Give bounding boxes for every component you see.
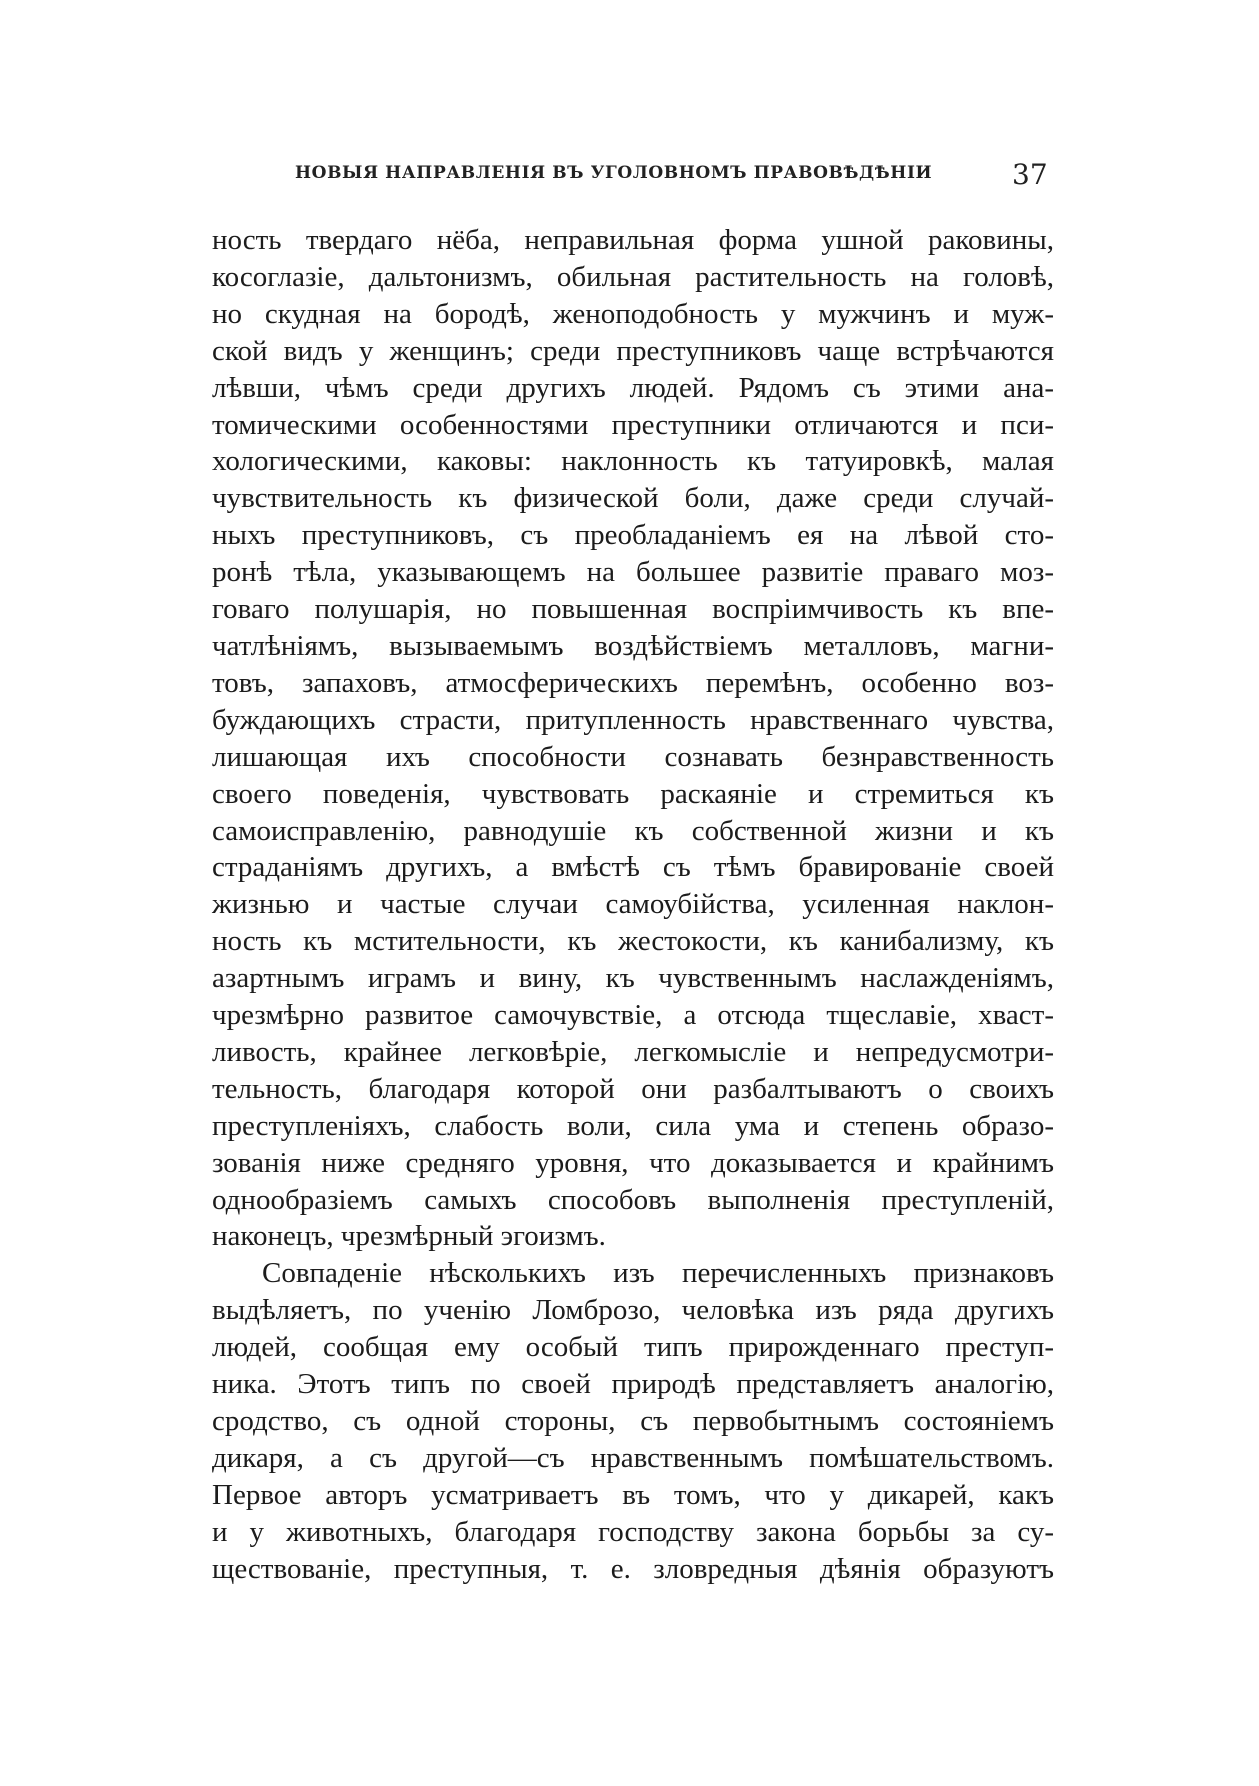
line-text: страданіямъ другихъ, а вмѣстѣ съ тѣмъ бравированіе своей	[212, 851, 1054, 884]
line-text: ность къ мстительности, къ жестокости, къ канибализму, къ	[212, 925, 1054, 958]
text-line	[212, 1034, 1054, 1071]
line-text: однообразіемъ самыхъ способовъ выполненія преступленій,	[212, 1183, 1054, 1216]
text-line	[212, 849, 1054, 886]
line-text: преступленіяхъ, слабость воли, сила ума и степень образо-	[212, 1109, 1054, 1142]
line-text: но скудная на бородѣ, женоподобность у мужчинъ и муж-	[212, 297, 1054, 330]
line-text: зованія ниже средняго уровня, что доказывается и крайнимъ	[212, 1146, 1054, 1179]
line-text: ность твердаго нёба, неправильная форма ушной раковины,	[212, 224, 1054, 256]
text-line	[212, 702, 1054, 739]
line-text: ника. Этотъ типъ по своей природѣ представляетъ аналогію,	[212, 1368, 1054, 1401]
text-line	[212, 1477, 1054, 1514]
line-text: ществованіе, преступныя, т. е. зловредныя дѣянія образуютъ	[212, 1552, 1054, 1585]
text-line	[212, 1182, 1054, 1219]
text-line	[212, 1108, 1054, 1145]
text-line	[212, 813, 1054, 850]
text-line	[212, 1071, 1054, 1108]
text-line	[212, 333, 1054, 370]
line-text: товъ, запаховъ, атмосферическихъ перемѣнъ, особенно воз-	[212, 666, 1054, 699]
body-text	[212, 222, 1054, 1588]
line-text: лишающая ихъ способности сознавать безнравственность	[212, 740, 1054, 773]
paragraph-2	[212, 1255, 1054, 1587]
text-line	[212, 1329, 1054, 1366]
text-line	[212, 517, 1054, 554]
line-text: ской видъ у женщинъ; среди преступниковъ чаще встрѣчаются	[212, 334, 1054, 367]
line-text: и у животныхъ, благодаря господству закона борьбы за су-	[212, 1515, 1054, 1548]
line-text: тельность, благодаря которой они разбалтываютъ о своихъ	[212, 1072, 1054, 1105]
text-line	[212, 1145, 1054, 1182]
text-line	[212, 370, 1054, 407]
line-text: своего поведенія, чувствовать раскаяніе и стремиться къ	[212, 777, 1054, 810]
text-line	[212, 665, 1054, 702]
text-line	[212, 628, 1054, 665]
line-text: выдѣляетъ, по ученію Ломброзо, человѣка изъ ряда другихъ	[212, 1294, 1054, 1327]
text-line	[212, 1440, 1054, 1477]
text-line	[212, 739, 1054, 776]
line-text: азартнымъ играмъ и вину, къ чувственнымъ наслажденіямъ,	[212, 962, 1054, 995]
text-line	[212, 554, 1054, 591]
paragraph-1	[212, 222, 1054, 1255]
text-line	[212, 296, 1054, 333]
text-line	[212, 591, 1054, 628]
text-line	[212, 1403, 1054, 1440]
text-line	[212, 407, 1054, 444]
text-line	[212, 1255, 1054, 1292]
text-line	[212, 1292, 1054, 1329]
text-line	[212, 997, 1054, 1034]
line-text: наконецъ, чрезмѣрный эгоизмъ.	[212, 1220, 606, 1253]
line-text: жизнью и частые случаи самоубійства, усиленная наклон-	[212, 888, 1054, 921]
line-text: чрезмѣрно развитое самочувствіе, а отсюда тщеславіе, хваст-	[212, 999, 1054, 1032]
line-text: томическими особенностями преступники отличаются и пси-	[212, 408, 1054, 441]
text-line	[212, 480, 1054, 517]
line-text: Совпаденіе нѣсколькихъ изъ перечисленныхъ признаковъ	[262, 1257, 1054, 1290]
line-text: Первое авторъ усматриваетъ въ томъ, что у дикарей, какъ	[212, 1478, 1054, 1511]
line-text: чувствительность къ физической боли, даже среди случай-	[212, 482, 1054, 515]
page-number: 37	[1012, 158, 1048, 191]
text-line	[212, 1514, 1054, 1551]
line-text: сродство, съ одной стороны, съ первобытнымъ состояніемъ	[212, 1405, 1054, 1437]
text-line	[212, 923, 1054, 960]
line-text: чатлѣніямъ, вызываемымъ воздѣйствіемъ металловъ, магни-	[212, 629, 1054, 662]
line-text: дикаря, а съ другой—съ нравственнымъ помѣшательствомъ.	[212, 1441, 1054, 1474]
running-head: НОВЫЯ НАПРАВЛЕНІЯ ВЪ УГОЛОВНОМЪ ПРАВОВѢДѢНІИ	[295, 163, 933, 183]
text-line	[212, 960, 1054, 997]
line-text: косоглазіе, дальтонизмъ, обильная растительность на головѣ,	[212, 260, 1054, 293]
text-line	[212, 886, 1054, 923]
text-line	[212, 1218, 1054, 1255]
line-text: говаго полушарія, но повышенная воспріимчивость къ впе-	[212, 593, 1054, 626]
text-line	[212, 1366, 1054, 1403]
text-line	[212, 1551, 1054, 1588]
line-text: ронѣ тѣла, указывающемъ на большее развитіе праваго моз-	[212, 556, 1054, 589]
text-line	[212, 443, 1054, 480]
text-line	[212, 222, 1054, 259]
line-text: ливость, крайнее легковѣріе, легкомысліе и непредусмотри-	[212, 1035, 1054, 1068]
line-text: ныхъ преступниковъ, съ преобладаніемъ ея на лѣвой сто-	[212, 519, 1054, 552]
line-text: людей, сообщая ему особый типъ прирожденнаго преступ-	[212, 1331, 1054, 1364]
text-line	[212, 776, 1054, 813]
text-line	[212, 259, 1054, 296]
line-text: самоисправленію, равнодушіе къ собственной жизни и къ	[212, 814, 1054, 847]
line-text: лѣвши, чѣмъ среди другихъ людей. Рядомъ съ этими ана-	[212, 371, 1054, 404]
line-text: хологическими, каковы: наклонность къ татуировкѣ, малая	[212, 445, 1054, 478]
line-text: буждающихъ страсти, притупленность нравственнаго чувства,	[212, 703, 1054, 736]
